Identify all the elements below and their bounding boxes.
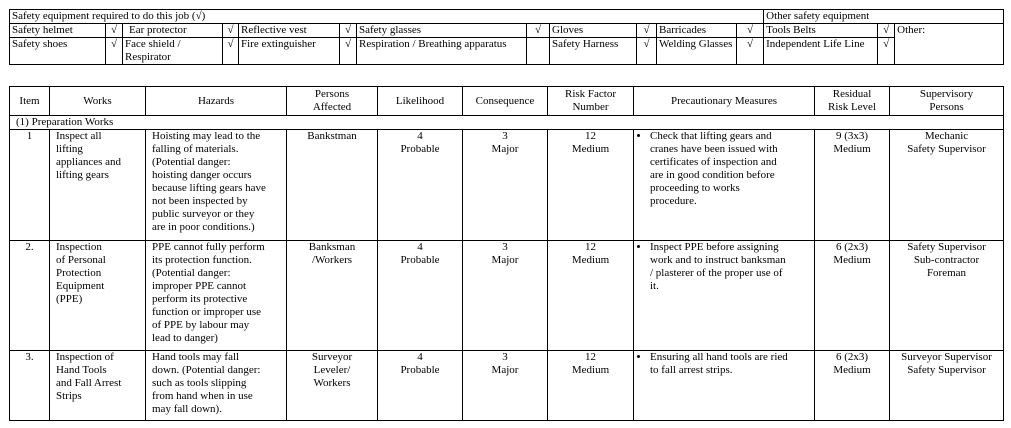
equip-tick: √ bbox=[340, 38, 357, 65]
item-number: 1 bbox=[10, 130, 50, 241]
equip-tick: √ bbox=[106, 38, 123, 65]
equip-tick: √ bbox=[637, 38, 657, 65]
item-number: 2. bbox=[10, 241, 50, 351]
equip-tick: √ bbox=[527, 24, 550, 38]
works-cell: Inspection of Hand Tools and Fall Arrest Strips bbox=[50, 351, 146, 421]
measures-cell bbox=[634, 241, 815, 351]
equip-tick: √ bbox=[737, 24, 764, 38]
measure-item: • Inspect PPE before assigning work and to instruct banksman / plasterer of the proper use of it. bbox=[650, 241, 812, 293]
supervisory-cell: Surveyor Supervisor Safety Supervisor bbox=[890, 351, 1004, 421]
header-likelihood: Likelihood bbox=[378, 87, 463, 116]
equip-label: Safety Harness bbox=[550, 38, 637, 65]
risk-factor-cell: 12 Medium bbox=[548, 351, 634, 421]
header-item: Item bbox=[10, 87, 50, 116]
equip-tick: √ bbox=[637, 24, 657, 38]
equip-tick: √ bbox=[340, 24, 357, 38]
table-row bbox=[10, 241, 1004, 351]
other-equipment-label: Other: bbox=[895, 24, 1004, 65]
section-title: (1) Preparation Works bbox=[10, 116, 1004, 130]
hazards-cell: Hand tools may fall down. (Potential danger: such as tools slipping from hand when in use may fall down). bbox=[146, 351, 287, 421]
equip-label: Independent Life Line bbox=[764, 38, 878, 65]
hazards-cell: Hoisting may lead to the falling of materials. (Potential danger: hoisting danger occurs because lifting gears have not been inspected by public surveyor or they are in poor conditions.) bbox=[146, 130, 287, 241]
header-supervisory-persons: Supervisory Persons bbox=[890, 87, 1004, 116]
header-precautionary-measures: Precautionary Measures bbox=[634, 87, 815, 116]
risk-factor-cell: 12 Medium bbox=[548, 130, 634, 241]
measure-item: • Check that lifting gears and cranes have been issued with certificates of inspection and are in good condition before proceeding to works procedure. bbox=[650, 130, 812, 208]
consequence-cell: 3 Major bbox=[463, 351, 548, 421]
equip-tick: √ bbox=[223, 38, 239, 65]
equip-label: Safety shoes bbox=[10, 38, 106, 65]
item-number: 3. bbox=[10, 351, 50, 421]
equip-tick bbox=[527, 38, 550, 65]
residual-cell: 6 (2x3) Medium bbox=[815, 351, 890, 421]
likelihood-cell: 4 Probable bbox=[378, 241, 463, 351]
equip-label: Ear protector bbox=[123, 24, 223, 38]
likelihood-cell: 4 Probable bbox=[378, 351, 463, 421]
hazards-cell: PPE cannot fully perform its protection function. (Potential danger: improper PPE cannot perform its protective function or improper use of PPE by labour may lead to danger) bbox=[146, 241, 287, 351]
section-row bbox=[10, 116, 1004, 130]
equip-tick: √ bbox=[223, 24, 239, 38]
equipment-row-2 bbox=[10, 38, 1004, 65]
persons-cell: Bankstman bbox=[287, 130, 378, 241]
persons-cell: Surveyor Leveler/ Workers bbox=[287, 351, 378, 421]
residual-cell: 9 (3x3) Medium bbox=[815, 130, 890, 241]
equip-tick: √ bbox=[106, 24, 123, 38]
equip-label: Safety helmet bbox=[10, 24, 106, 38]
equip-label: Safety glasses bbox=[357, 24, 527, 38]
consequence-cell: 3 Major bbox=[463, 130, 548, 241]
persons-cell: Banksman /Workers bbox=[287, 241, 378, 351]
header-risk-factor: Risk Factor Number bbox=[548, 87, 634, 116]
equip-tick: √ bbox=[737, 38, 764, 65]
header-residual-risk: Residual Risk Level bbox=[815, 87, 890, 116]
equip-tick: √ bbox=[878, 38, 895, 65]
equip-label: Respiration / Breathing apparatus bbox=[357, 38, 527, 65]
equip-tick: √ bbox=[878, 24, 895, 38]
equip-label: Face shield / Respirator bbox=[123, 38, 223, 65]
equipment-header: Safety equipment required to do this job (√) bbox=[10, 10, 764, 24]
header-persons-affected: Persons Affected bbox=[287, 87, 378, 116]
table-row bbox=[10, 130, 1004, 241]
header-consequence: Consequence bbox=[463, 87, 548, 116]
measures-cell bbox=[634, 351, 815, 421]
works-cell: Inspection of Personal Protection Equipment (PPE) bbox=[50, 241, 146, 351]
table-row bbox=[10, 351, 1004, 421]
residual-cell: 6 (2x3) Medium bbox=[815, 241, 890, 351]
supervisory-cell: Safety Supervisor Sub-contractor Foreman bbox=[890, 241, 1004, 351]
equip-label: Gloves bbox=[550, 24, 637, 38]
safety-equipment-table bbox=[9, 9, 1004, 65]
equip-label: Reflective vest bbox=[239, 24, 340, 38]
header-works: Works bbox=[50, 87, 146, 116]
risk-factor-cell: 12 Medium bbox=[548, 241, 634, 351]
equip-label: Tools Belts bbox=[764, 24, 878, 38]
supervisory-cell: Mechanic Safety Supervisor bbox=[890, 130, 1004, 241]
equip-label: Welding Glasses bbox=[657, 38, 737, 65]
header-hazards: Hazards bbox=[146, 87, 287, 116]
likelihood-cell: 4 Probable bbox=[378, 130, 463, 241]
consequence-cell: 3 Major bbox=[463, 241, 548, 351]
works-cell: Inspect all lifting appliances and lifting gears bbox=[50, 130, 146, 241]
equip-label: Barricades bbox=[657, 24, 737, 38]
table-header-row bbox=[10, 87, 1004, 116]
equipment-row-1 bbox=[10, 24, 1004, 38]
other-equipment-header: Other safety equipment bbox=[764, 10, 1004, 24]
measure-item: • Ensuring all hand tools are ried to fall arrest strips. bbox=[650, 351, 812, 377]
measures-cell bbox=[634, 130, 815, 241]
risk-assessment-table bbox=[9, 86, 1004, 421]
equip-label: Fire extinguisher bbox=[239, 38, 340, 65]
